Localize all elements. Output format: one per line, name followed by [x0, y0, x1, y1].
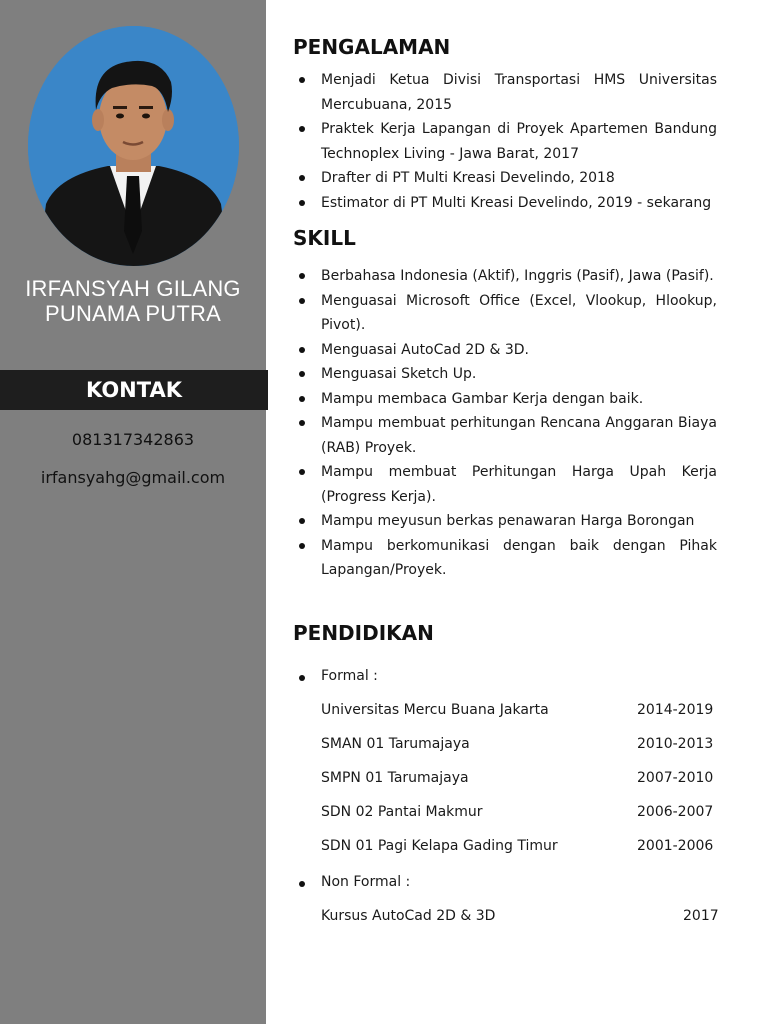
school-years: 2001-2006 [637, 838, 714, 854]
skill-list [293, 264, 717, 583]
contact-header: KONTAK [0, 370, 268, 410]
list-item: Mampu meyusun berkas penawaran Harga Borongan [293, 509, 717, 534]
list-item: Praktek Kerja Lapangan di Proyek Apartemen Bandung Technoplex Living - Jawa Barat, 2017 [293, 117, 717, 166]
list-item: Mampu membaca Gambar Kerja dengan baik. [293, 387, 717, 412]
school-name: SDN 01 Pagi Kelapa Gading Timur [321, 838, 558, 854]
list-item: Mampu berkomunikasi dengan baik dengan Pihak Lapangan/Proyek. [293, 534, 717, 583]
school-name: SMPN 01 Tarumajaya [321, 770, 469, 786]
school-years: 2010-2013 [637, 736, 714, 752]
list-item: Menguasai Microsoft Office (Excel, Vlookup, Hlookup, Pivot). [293, 289, 717, 338]
school-years: 2007-2010 [637, 770, 714, 786]
course-year: 2017 [683, 908, 719, 924]
list-item: Drafter di PT Multi Kreasi Develindo, 2018 [293, 166, 717, 191]
phone-number: 081317342863 [71, 430, 195, 449]
education-title: PENDIDIKAN [293, 621, 434, 645]
list-item: Mampu membuat Perhitungan Harga Upah Kerja (Progress Kerja). [293, 460, 717, 509]
list-item: Menguasai AutoCad 2D & 3D. [293, 338, 717, 363]
school-name: SMAN 01 Tarumajaya [321, 736, 470, 752]
list-item: Berbahasa Indonesia (Aktif), Inggris (Pasif), Jawa (Pasif). [293, 264, 717, 289]
list-item: Menjadi Ketua Divisi Transportasi HMS Universitas Mercubuana, 2015 [293, 68, 717, 117]
full-name [0, 276, 266, 326]
school-name: Universitas Mercu Buana Jakarta [321, 702, 549, 718]
person-portrait-icon [28, 26, 239, 266]
list-item: Estimator di PT Multi Kreasi Develindo, 2019 - sekarang [293, 191, 717, 216]
experience-title: PENGALAMAN [293, 35, 451, 59]
school-years: 2014-2019 [637, 702, 714, 718]
skill-title: SKILL [293, 226, 356, 250]
name-line-1: IRFANSYAH GILANG [25, 276, 241, 301]
sidebar [0, 0, 266, 1024]
list-item: Menguasai Sketch Up. [293, 362, 717, 387]
email-address: irfansyahg@gmail.com [40, 468, 226, 487]
profile-photo [28, 26, 239, 266]
course-name: Kursus AutoCad 2D & 3D [321, 908, 496, 924]
list-item: Mampu membuat perhitungan Rencana Anggaran Biaya (RAB) Proyek. [293, 411, 717, 460]
school-name: SDN 02 Pantai Makmur [321, 804, 483, 820]
nonformal-label: Non Formal : [293, 874, 410, 890]
name-line-2: PUNAMA PUTRA [45, 301, 221, 326]
school-years: 2006-2007 [637, 804, 714, 820]
formal-label: Formal : [293, 668, 378, 684]
experience-list [293, 68, 717, 215]
